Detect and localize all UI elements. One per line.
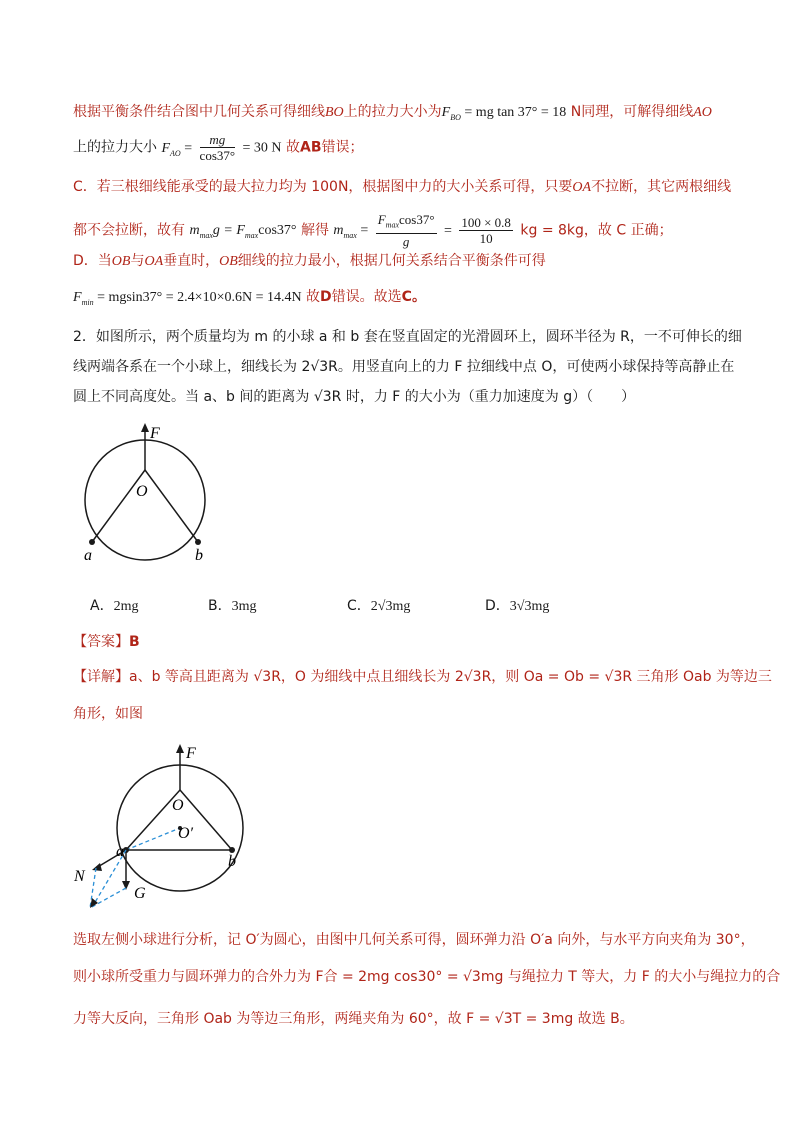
option-b[interactable] — [208, 595, 257, 615]
var: OA — [144, 254, 164, 269]
text: 错误。故选 — [331, 289, 402, 305]
answer-tag: 【答案】 — [73, 634, 129, 650]
option-c[interactable] — [347, 595, 410, 615]
label-b: b — [228, 853, 236, 870]
label-a: a — [116, 843, 124, 860]
var: g = F — [212, 223, 245, 239]
eq: = 30 N — [242, 140, 282, 156]
option-letter: D． — [485, 598, 510, 614]
label-n: N — [74, 868, 85, 885]
option-c-analysis-line-1 — [73, 177, 731, 198]
option-letter: A． — [90, 598, 114, 614]
fraction — [459, 215, 513, 246]
sub: max — [199, 231, 213, 241]
text: 上的拉力大小为 — [343, 104, 442, 120]
numerator — [376, 212, 437, 234]
question2-line-1: 2．如图所示，两个质量均为 m 的小球 a 和 b 套在竖直固定的光滑圆环上，圆环半径为 R，一不可伸长的细 — [73, 329, 742, 345]
label-b: b — [195, 547, 203, 564]
denominator: cos37° — [199, 148, 236, 163]
ball-a — [89, 539, 95, 545]
formula: $m_{max}$ = — [333, 223, 369, 241]
sub: AO — [170, 148, 181, 158]
text: 故 — [286, 139, 300, 156]
fraction — [200, 132, 236, 163]
numerator: mg — [200, 132, 236, 148]
formula-fbo — [442, 105, 567, 120]
text: 解得 — [300, 222, 329, 239]
arrow-head — [141, 423, 149, 432]
label-o: O — [136, 483, 148, 500]
text: 故 — [306, 289, 321, 305]
var: F — [73, 290, 82, 305]
var: OB — [219, 254, 238, 269]
var-ao: AO — [693, 105, 712, 120]
sub: max — [343, 231, 357, 241]
detail-figure — [72, 738, 252, 918]
unit: N — [570, 104, 582, 120]
var: m — [333, 223, 344, 239]
sub: max — [244, 231, 259, 241]
question2-line-3: 圆上不同高度处。当 a、b 间的距离为 √3R 时，力 F 的大小为（重力加速度为 g）（ ） — [73, 389, 636, 405]
solution-line-1 — [73, 102, 712, 128]
formula-fao: $F_{AO}$ = — [161, 140, 193, 158]
option-a[interactable] — [90, 595, 138, 615]
formula — [189, 223, 297, 241]
detail-line-3: 选取左侧小球进行分析，记 O′为圆心，由图中几何关系可得，圆环弹力沿 O′a 向外，与水平方向夹角为 30°， — [73, 932, 755, 948]
text: C。 — [401, 289, 426, 305]
eq: = mg tan 37° = 18 — [464, 105, 567, 120]
detail-line-5: 力等大反向，三角形 Oab 为等边三角形，两绳夹角为 60°，故 F = √3T = 3mg 故选 B。 — [73, 1011, 634, 1027]
text: 同理，可解得细线 — [581, 104, 694, 120]
option-d-analysis-line-1 — [73, 251, 546, 272]
label-o-prime: O′ — [178, 825, 194, 842]
detail-tag: 【详解】 — [73, 669, 129, 685]
text: 根据平衡条件结合图中几何关系可得细线 — [73, 104, 325, 120]
text: 细线的拉力最小，根据几何关系结合平衡条件可得 — [237, 253, 546, 269]
label-a: a — [84, 547, 92, 564]
text: 错误； — [321, 139, 364, 156]
label-f: F — [150, 425, 160, 442]
text: 垂直时， — [163, 253, 220, 269]
text: D．当 — [73, 253, 112, 269]
arrow-head — [176, 744, 184, 753]
detail-line-4: 则小球所受重力与圆环弹力的合外力为 F合 = 2mg cos30° = √3mg 与绳拉力 T 等大，力 F 的大小与绳拉力的合 — [73, 969, 781, 985]
var: OB — [111, 254, 131, 269]
numerator: 100 × 0.8 — [461, 214, 511, 230]
dashed-edge — [90, 888, 126, 908]
text: D — [320, 289, 332, 305]
text: C．若三根细线能承受的最大拉力均为 100N，根据图中力的大小关系可得，只要 — [73, 179, 573, 195]
text: 不拉断，其它两根细线 — [591, 179, 732, 195]
option-text: 3mg — [231, 599, 257, 614]
denominator: 10 — [479, 230, 493, 246]
ball-b — [195, 539, 201, 545]
detail-line-2: 角形，如图 — [73, 706, 143, 722]
label-f: F — [186, 745, 196, 762]
text: AB — [300, 139, 322, 156]
n-arrow-head — [92, 863, 102, 871]
solution-line-2 — [73, 132, 364, 163]
label-o: O — [172, 797, 184, 814]
string-ob — [145, 470, 198, 542]
formula-fmin — [73, 290, 302, 305]
sub: max — [385, 220, 399, 230]
sub: BO — [450, 112, 461, 122]
label-g: G — [134, 885, 146, 902]
denominator: g — [402, 233, 410, 249]
text: 上的拉力大小 — [73, 139, 157, 156]
option-letter: B． — [208, 598, 232, 614]
eq: cos37° — [258, 223, 297, 239]
answer-line — [73, 632, 140, 652]
text: cos37° — [399, 212, 435, 227]
option-text: 2√3mg — [370, 599, 411, 614]
sub: min — [81, 297, 94, 307]
eq: = mgsin37° = 2.4×10×0.6N = 14.4N — [97, 290, 302, 305]
detail-line-1 — [73, 667, 772, 687]
option-d[interactable] — [485, 595, 549, 615]
var: F — [161, 140, 171, 156]
text: a、b 等高且距离为 √3R，O 为细线中点且细线长为 2√3R，则 Oa = Ob = √3R 三角形 Oab 为等边三 — [129, 669, 772, 685]
var: F — [441, 105, 451, 120]
var-bo: BO — [325, 105, 344, 120]
option-letter: C． — [347, 598, 371, 614]
option-text: 3√3mg — [509, 599, 550, 614]
question2-line-2: 线两端各系在一个小球上，细线长为 2√3R。用竖直向上的力 F 拉细线中点 O，可使两小球保持等高静止在 — [73, 359, 735, 375]
string-oa — [92, 470, 145, 542]
text: 与 — [130, 253, 145, 269]
option-text: 2mg — [113, 599, 139, 614]
text: 都不会拉断，故有 — [73, 222, 185, 239]
var: OA — [572, 180, 592, 195]
option-c-analysis-line-2: 都不会拉断，故有 $m_{max}g = F_{max}\cos 37^\circ$ 解得 $m_{max}$ = $\frac{F_{max}\cos 37^\circ}{g}$ = $\frac{100 \times 0.8}{10}$ kg = 8kg，故 C 正确； — [73, 212, 673, 249]
var: F — [377, 212, 386, 227]
var: m — [189, 223, 200, 239]
fraction — [376, 212, 437, 249]
question2-figure — [70, 418, 220, 568]
answer-value: B — [129, 634, 140, 650]
text: kg = 8kg，故 C 正确； — [520, 222, 673, 239]
radius-o-prime-a — [126, 828, 180, 850]
option-d-analysis-line-2 — [73, 287, 426, 313]
